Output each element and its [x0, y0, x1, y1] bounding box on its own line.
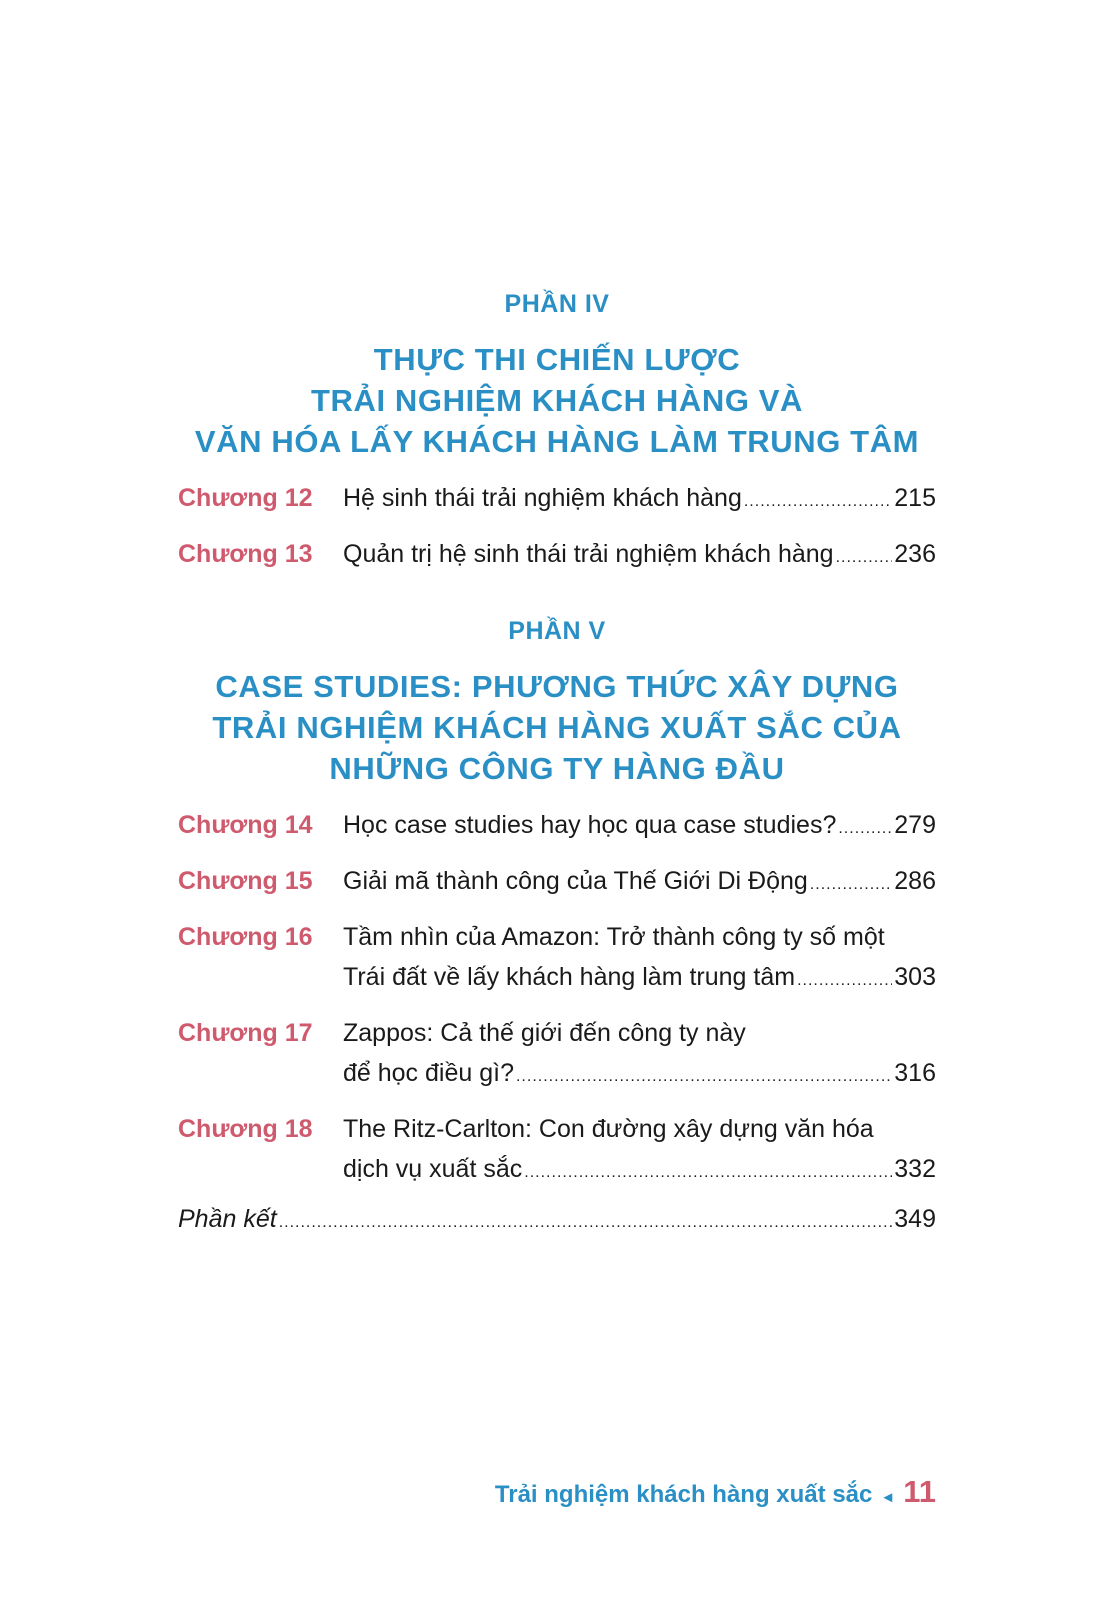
chapter-title-line	[343, 957, 936, 997]
part-title-line: TRẢI NGHIỆM KHÁCH HÀNG XUẤT SẮC CỦA	[212, 710, 902, 745]
chapter-label: Chương 15	[178, 867, 313, 895]
dot-leader	[744, 482, 892, 522]
dot-leader	[524, 1153, 892, 1193]
closing-line	[178, 1205, 936, 1245]
dot-leader	[797, 961, 892, 1001]
chapter-title-line	[343, 805, 936, 845]
chapter-title: The Ritz-Carlton: Con đường xây dựng văn hóa	[343, 1115, 874, 1143]
part-title-line: VĂN HÓA LẤY KHÁCH HÀNG LÀM TRUNG TÂM	[194, 424, 920, 459]
chapter-title-line	[343, 534, 936, 574]
chapter-label: Chương 14	[178, 811, 313, 839]
part-label: PHẦN IV	[504, 290, 610, 318]
chapter-title: Tầm nhìn của Amazon: Trở thành công ty số một	[343, 923, 885, 951]
chapter-title-line	[343, 1149, 936, 1189]
chapter-title: dịch vụ xuất sắc	[343, 1155, 523, 1183]
chapter-title: để học điều gì?	[343, 1059, 514, 1087]
chapter-label: Chương 17	[178, 1019, 313, 1047]
part-title	[168, 339, 946, 462]
dot-leader	[810, 865, 892, 905]
chapter-body	[343, 861, 936, 901]
chapter-body	[343, 534, 936, 574]
chapter-title: Quản trị hệ sinh thái trải nghiệm khách hàng	[343, 540, 834, 568]
part-label: PHẦN V	[508, 617, 606, 645]
chapter-body	[343, 1109, 936, 1189]
chapter-label: Chương 16	[178, 923, 313, 951]
triangle-left-icon: ◄	[880, 1489, 896, 1506]
chapter-body	[343, 917, 936, 997]
chapter-body	[343, 1013, 936, 1093]
chapter-title: Trái đất về lấy khách hàng làm trung tâm	[343, 963, 796, 991]
chapter-title: Zappos: Cả thế giới đến công ty này	[343, 1019, 746, 1047]
closing-title: Phần kết	[178, 1205, 277, 1233]
page-number: 236	[894, 540, 936, 568]
chapter-title-line	[343, 861, 936, 901]
chapter-label: Chương 18	[178, 1115, 313, 1143]
page-number: 332	[894, 1155, 936, 1183]
chapter-title-line	[343, 1053, 936, 1093]
chapter-label: Chương 13	[178, 540, 313, 568]
chapter-title-line	[343, 1109, 936, 1149]
folio-page-number: 11	[903, 1474, 936, 1509]
toc-entry-closing[interactable]	[178, 1205, 936, 1245]
part-title	[168, 666, 946, 789]
chapter-title: Giải mã thành công của Thế Giới Di Động	[343, 867, 808, 895]
page-footer	[495, 1474, 936, 1510]
part-title-line: TRẢI NGHIỆM KHÁCH HÀNG VÀ	[310, 383, 804, 418]
page-number: 286	[894, 867, 936, 895]
chapter-title: Học case studies hay học qua case studies?	[343, 811, 837, 839]
chapter-label: Chương 12	[178, 484, 313, 512]
running-book-title: Trải nghiệm khách hàng xuất sắc	[494, 1481, 873, 1508]
dot-leader	[838, 809, 892, 849]
page-number: 316	[894, 1059, 936, 1087]
part-title-line: THỰC THI CHIẾN LƯỢC	[373, 342, 741, 377]
chapter-title: Hệ sinh thái trải nghiệm khách hàng	[343, 484, 742, 512]
dot-leader	[516, 1057, 892, 1097]
page-number: 349	[894, 1205, 936, 1233]
page-number: 215	[894, 484, 936, 512]
dot-leader	[279, 1214, 893, 1232]
part-title-line: CASE STUDIES: PHƯƠNG THỨC XÂY DỰNG	[215, 669, 899, 704]
chapter-title-line	[343, 478, 936, 518]
page-number: 303	[894, 963, 936, 991]
page-number: 279	[894, 811, 936, 839]
chapter-body	[343, 805, 936, 845]
chapter-body	[343, 478, 936, 518]
chapter-title-line	[343, 1013, 936, 1053]
dot-leader	[836, 538, 893, 578]
part-title-line: NHỮNG CÔNG TY HÀNG ĐẦU	[329, 751, 785, 786]
chapter-title-line	[343, 917, 936, 957]
